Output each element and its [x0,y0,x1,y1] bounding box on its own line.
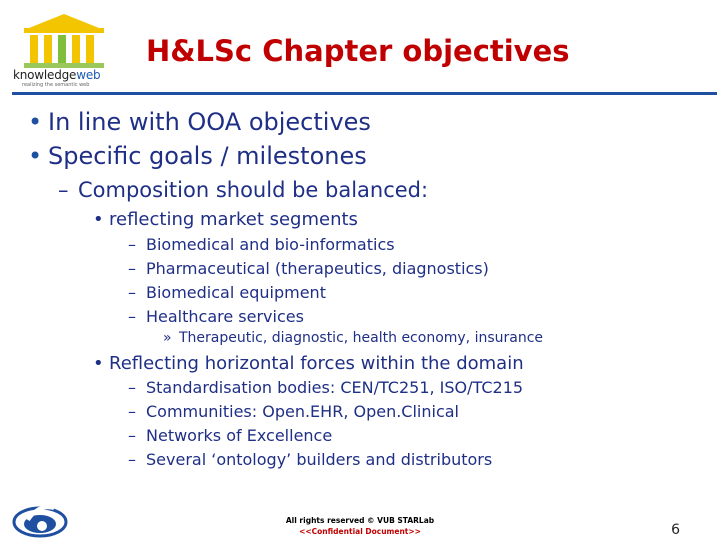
sixth-framework-logo [8,498,68,540]
footer [260,515,460,537]
logo-tagline: realizing the semantic web [22,82,90,88]
bullet-horizontal-forces: • Reflecting horizontal forces within the domain [93,353,524,374]
logo-wordmark: knowledgeweb [13,68,101,82]
market-item: – Pharmaceutical (therapeutics, diagnostics) [128,259,489,278]
horizontal-item: – Networks of Excellence [128,426,333,445]
market-item: – Biomedical and bio-informatics [128,235,395,254]
slide-title: H&LSc Chapter objectives [146,34,570,68]
footer-confidential: <<Confidential Document>> [299,527,421,536]
bullet-market-segments: • reflecting market segments [93,209,358,230]
horizontal-item: – Communities: Open.EHR, Open.Clinical [128,402,459,421]
market-item: – Biomedical equipment [128,283,326,302]
healthcare-subitem: » Therapeutic, diagnostic, health economy, insurance [163,330,544,346]
footer-rights: All rights reserved © VUB STARLab [285,516,435,525]
bullet-composition: – Composition should be balanced: [58,178,429,202]
title-divider [12,92,717,95]
bullet-ooa: • In line with OOA objectives [28,108,371,136]
market-item: – Healthcare services [128,307,304,326]
page-number: 6 [671,522,680,538]
horizontal-item: – Standardisation bodies: CEN/TC251, ISO/TC215 [128,378,524,397]
bullet-goals: • Specific goals / milestones [28,142,367,170]
horizontal-item: – Several ‘ontology’ builders and distributors [128,450,493,469]
